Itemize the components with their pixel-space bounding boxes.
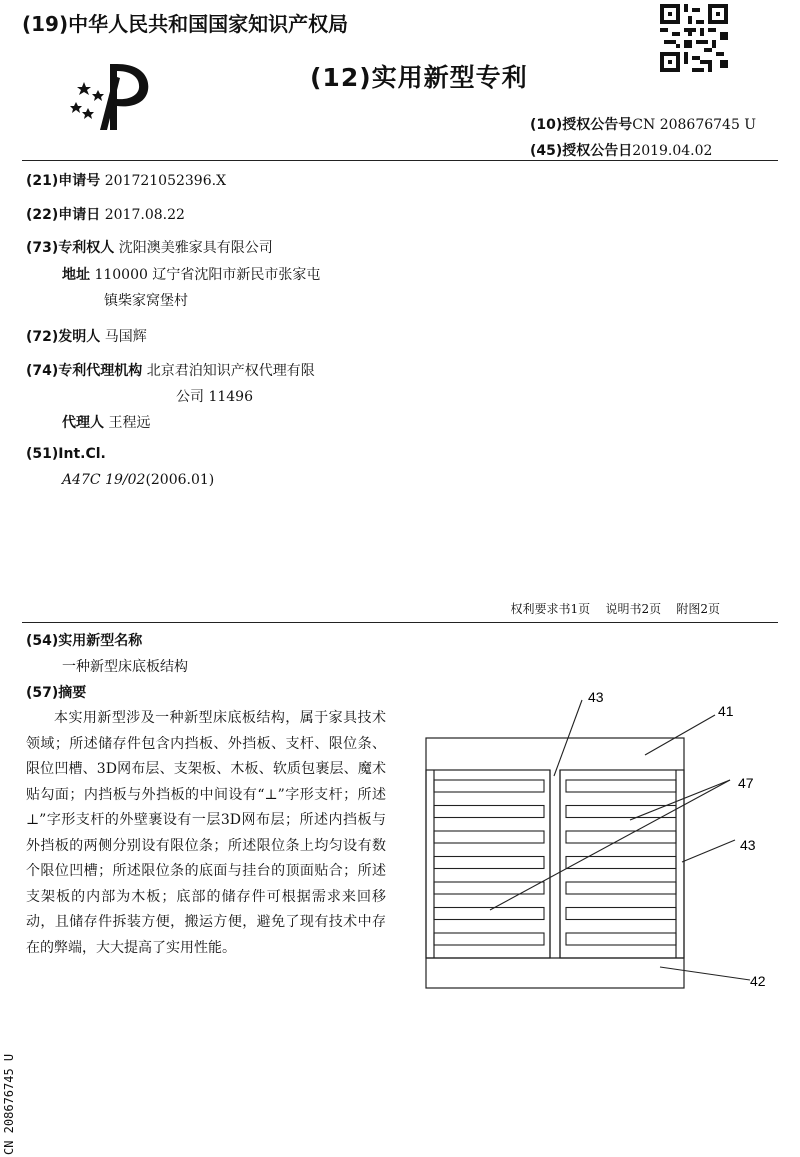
int-cl-class: A47C 19/02 (62, 472, 146, 488)
publication-number (530, 114, 756, 134)
figure-label-43-right: 43 (740, 837, 756, 853)
patent-agency (26, 360, 315, 380)
side-publication-number: CN 208676745 U (2, 1053, 16, 1155)
document-type: (12)实用新型专利 (310, 63, 528, 92)
patentee (26, 237, 273, 257)
address (62, 264, 320, 284)
body-divider (22, 622, 778, 623)
right-slats (566, 780, 676, 945)
slat (566, 908, 676, 920)
outer-frame (426, 738, 684, 988)
publication-number-label: (10)授权公告号 (530, 117, 633, 133)
leader-42 (660, 967, 750, 980)
leader-41 (645, 715, 715, 755)
cnipa-logo-icon (70, 60, 156, 134)
application-date-value: 2017.08.22 (104, 207, 185, 223)
application-date-label: (22)申请日 (26, 207, 101, 223)
publication-date-value: 2019.04.02 (632, 143, 713, 159)
address-label: 地址 (62, 267, 90, 283)
slat (566, 933, 676, 945)
patent-agency-line-1: 北京君泊知识产权代理有限 (146, 363, 315, 379)
publication-date-label: (45)授权公告日 (530, 143, 633, 159)
patentee-label: (73)专利权人 (26, 240, 115, 256)
slat (566, 806, 676, 818)
slat (566, 857, 676, 869)
qr-code-icon (660, 4, 728, 72)
right-frame (560, 770, 684, 958)
slat (434, 908, 544, 920)
left-frame (426, 770, 550, 958)
utility-model-title: 一种新型床底板结构 (62, 659, 188, 675)
address-line-1: 110000 辽宁省沈阳市新民市张家屯 (94, 267, 321, 283)
application-number-value: 201721052396.X (104, 173, 227, 189)
publication-number-value: CN 208676745 U (632, 117, 757, 133)
figure-label-47: 47 (738, 775, 754, 791)
inventor-label: (72)发明人 (26, 329, 101, 345)
int-cl-version: (2006.01) (145, 472, 215, 488)
page-counts (511, 600, 720, 617)
abstract-label: (57)摘要 (26, 685, 87, 701)
slat (434, 857, 544, 869)
description-pages: 说明书2页 (605, 602, 662, 616)
slat (566, 780, 676, 792)
figure-label-42: 42 (750, 973, 766, 989)
inventor-value: 马国辉 (104, 329, 147, 345)
abstract-text: 本实用新型涉及一种新型床底板结构，属于家具技术领域；所述储存件包含内挡板、外挡板、支杆、限位条、限位凹槽、3D网布层、支架板、木板、软质包裹层、魔术贴勾面；内挡板与外挡板的中间设有“⊥”字形支杆；所述⊥”字形支杆的外壁裹设有一层3D网布层；所述内挡板与外挡板的两侧分别设有限位条；所述限位条上均匀设有数个限位凹槽；所述限位条的底面与挂台的顶面贴合；所述支架板的内部为木板；底部的储存件可根据需求来回移动，且储存件拆装方便，搬运方便，避免了现有技术中存在的弊端，大大提高了实用性能。 (26, 710, 386, 956)
abstract-figure (410, 680, 790, 1000)
utility-model-name-label: (54)实用新型名称 (26, 633, 143, 649)
int-cl-classification (62, 472, 214, 488)
inventor (26, 326, 147, 346)
application-number (26, 170, 226, 190)
drawings-pages: 附图2页 (676, 602, 720, 616)
patentee-value: 沈阳澳美雅家具有限公司 (118, 240, 273, 256)
application-date (26, 204, 185, 224)
slat (566, 882, 676, 894)
header-divider (22, 160, 778, 161)
leader-47-b (490, 780, 730, 910)
slat (434, 882, 544, 894)
figure-label-43-top: 43 (588, 689, 604, 705)
publication-date (530, 140, 712, 160)
slat (434, 806, 544, 818)
application-number-label: (21)申请号 (26, 173, 101, 189)
patent-agent-label: 代理人 (62, 415, 104, 431)
slat (434, 831, 544, 843)
left-slats (434, 780, 544, 945)
slat (566, 831, 676, 843)
patent-agency-line-2: 公司 11496 (176, 389, 253, 405)
patent-agent (62, 412, 150, 432)
address-line-2: 镇柴家窝堡村 (104, 293, 188, 309)
figure-label-41: 41 (718, 703, 734, 719)
slat (434, 780, 544, 792)
leader-43-right (682, 840, 735, 862)
office-name: (19)中华人民共和国国家知识产权局 (22, 12, 349, 36)
int-cl-label: (51)Int.Cl. (26, 446, 106, 462)
claims-pages: 权利要求书1页 (510, 602, 591, 616)
patent-agency-label: (74)专利代理机构 (26, 363, 143, 379)
patent-agent-value: 王程远 (108, 415, 151, 431)
int-cl (26, 446, 106, 462)
leader-47-a (630, 780, 730, 820)
slat (434, 933, 544, 945)
